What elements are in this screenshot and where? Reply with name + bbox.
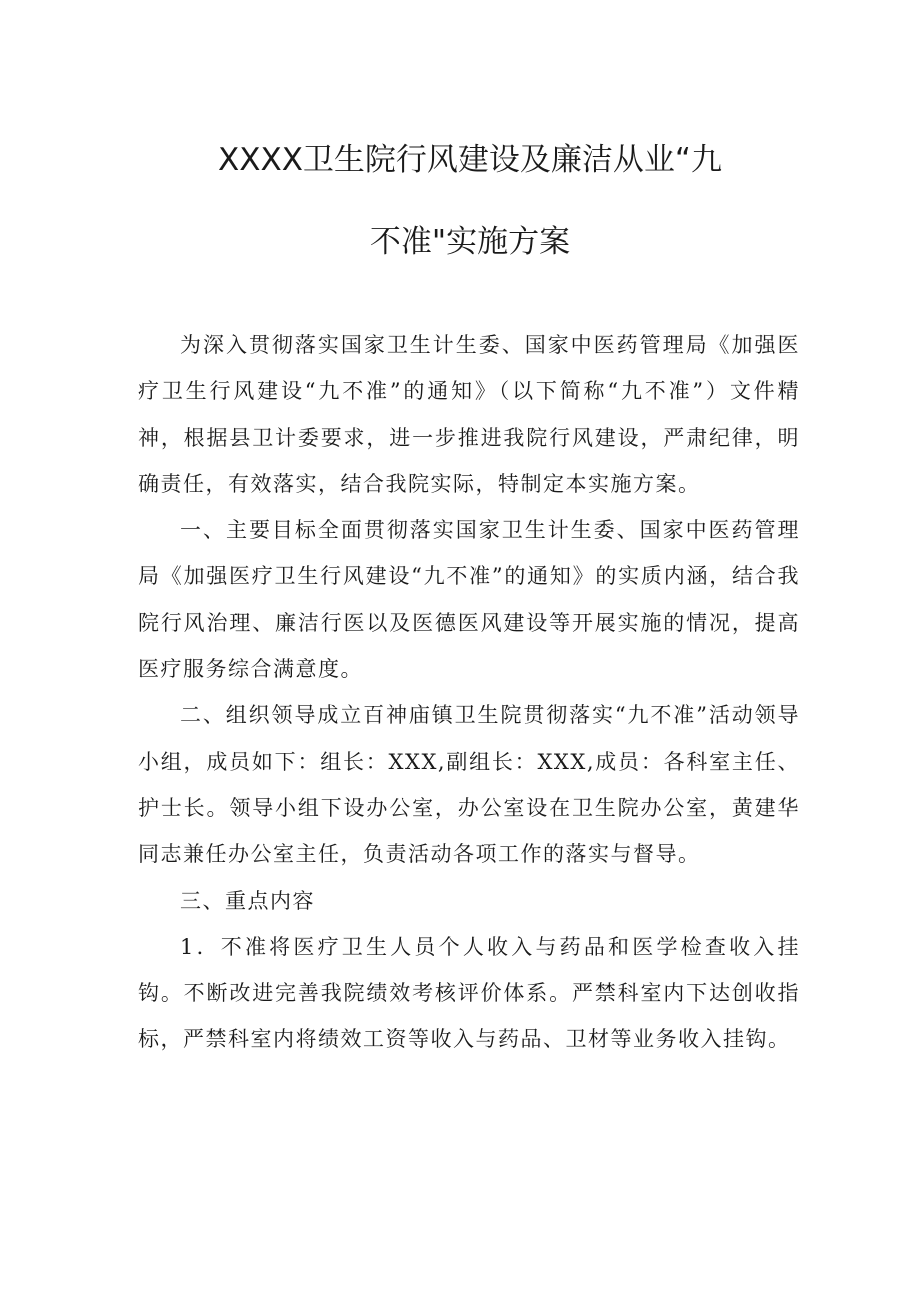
paragraph-organization: 二、组织领导成立百神庙镇卫生院贯彻落实“九不准”活动领导小组，成员如下：组长：XXX,副组长：XXX,成员：各科室主任、护士长。领导小组下设办公室，办公室设在卫生院办公室，黄建华同志兼任办公室主任，负责活动各项工作的落实与督导。 bbox=[138, 703, 800, 867]
paragraph-main-goal: 一、主要目标全面贯彻落实国家卫生计生委、国家中医药管理局《加强医疗卫生行风建设“九不准”的通知》的实质内涵，结合我院行风治理、廉洁行医以及医德医风建设等开展实施的情况，提高医疗服务综合满意度。 bbox=[138, 518, 800, 682]
document-body bbox=[138, 322, 800, 1063]
paragraph-item-1: 1．不准将医疗卫生人员个人收入与药品和医学检查收入挂钩。不断改进完善我院绩效考核评价体系。严禁科室内下达创收指标，严禁科室内将绩效工资等收入与药品、卫材等业务收入挂钩。 bbox=[138, 934, 800, 1052]
document-title-line-2: 不准"实施方案 bbox=[369, 224, 571, 260]
document-title-line-1: XXXX卫生院行风建设及廉洁从业“九 bbox=[217, 142, 722, 178]
paragraph-intro: 为深入贯彻落实国家卫生计生委、国家中医药管理局《加强医疗卫生行风建设“九不准”的通知》（以下简称“九不准”）文件精神，根据县卫计委要求，进一步推进我院行风建设，严肃纪律，明确责任，有效落实，结合我院实际，特制定本实施方案。 bbox=[138, 333, 800, 496]
section-heading-key-content: 三、重点内容 bbox=[180, 888, 315, 913]
